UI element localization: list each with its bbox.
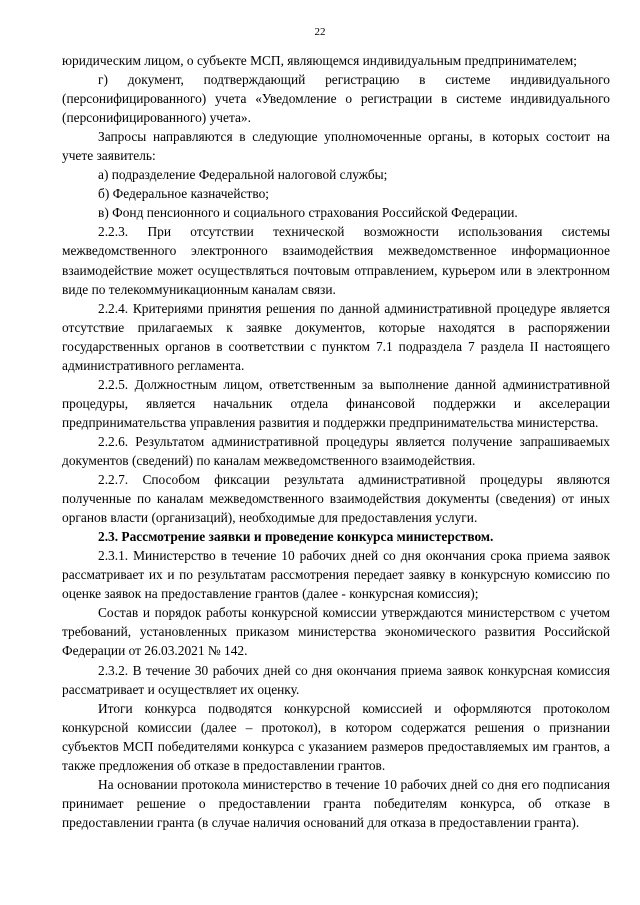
paragraph-2-2-7: 2.2.7. Способом фиксации результата административной процедуры являются полученные по каналам межведомственного взаимодействия документы (сведения) от иных органов власти (организаций), необходимые для предоставления услуги.	[62, 472, 610, 526]
paragraph-2-2-6: 2.2.6. Результатом административной процедуры является получение запрашиваемых документов (сведений) по каналам межведомственного взаимодействия.	[62, 433, 610, 468]
paragraph-continuation: юридическим лицом, о субъекте МСП, являющемся индивидуальным предпринимателем;	[62, 53, 577, 68]
paragraph-contest-results: Итоги конкурса подводятся конкурсной комиссией и оформляются протоколом конкурсной комиссии (далее – протокол), в котором содержатся решения о признании субъектов МСП победителями конкурса с указанием размеров предоставляемых им грантов, а также предложения об отказе в предоставлении грантов.	[62, 700, 610, 773]
document-body	[62, 51, 610, 832]
paragraph-2-2-5: 2.2.5. Должностным лицом, ответственным за выполнение данной административной процедуры, является начальник отдела финансовой поддержки и акселерации предпринимательства управления развития и поддержки предпринимательства министерства.	[62, 376, 610, 430]
paragraph-2-3-1: 2.3.1. Министерство в течение 10 рабочих дней со дня окончания срока приема заявок рассматривает их и по результатам рассмотрения передает заявку в конкурсную комиссию по оценке заявок на предоставление грантов (далее - конкурсная комиссия);	[62, 548, 610, 602]
paragraph-2-3-2: 2.3.2. В течение 30 рабочих дней со дня окончания приема заявок конкурсная комиссия рассматривает и осуществляет их оценку.	[62, 662, 610, 697]
paragraph-item-b: б) Федеральное казначейство;	[98, 186, 269, 202]
paragraph-2-2-3: 2.2.3. При отсутствии технической возможности использования системы межведомственного электронного взаимодействия межведомственное информационное взаимодействие может осуществляться почтовым отправлением, курьером или в электронном виде по телекоммуникационным каналам связи.	[62, 224, 610, 297]
paragraph-requests: Запросы направляются в следующие уполномоченные органы, в которых состоит на учете заявитель:	[62, 129, 610, 164]
paragraph-commission-composition: Состав и порядок работы конкурсной комиссии утверждаются министерством с учетом требований, установленных приказом министерства экономического развития Российской Федерации от 26.03.2021 № 142.	[62, 605, 610, 659]
paragraph-item-g: г) документ, подтверждающий регистрацию в системе индивидуального (персонифицированного) учета «Уведомление о регистрации в системе индивидуального (персонифицированного) учета».	[62, 72, 610, 126]
paragraph-item-a: а) подразделение Федеральной налоговой службы;	[98, 167, 388, 183]
paragraph-2-2-4: 2.2.4. Критериями принятия решения по данной административной процедуре является отсутствие прилагаемых к заявке документов, которые находятся в распоряжении государственных органов в соответствии с пунктом 7.1 подраздела 7 раздела II настоящего административного регламента.	[62, 300, 610, 373]
section-heading-2-3: 2.3. Рассмотрение заявки и проведение конкурса министерством.	[98, 529, 494, 545]
paragraph-item-v: в) Фонд пенсионного и социального страхования Российской Федерации.	[98, 205, 518, 221]
page-number: 22	[314, 26, 326, 38]
paragraph-protocol-decision: На основании протокола министерство в течение 10 рабочих дней со дня его подписания принимает решение о предоставлении гранта победителям конкурса, об отказе в предоставлении гранта (в случае наличия оснований для отказа в предоставлении гранта).	[62, 776, 610, 830]
